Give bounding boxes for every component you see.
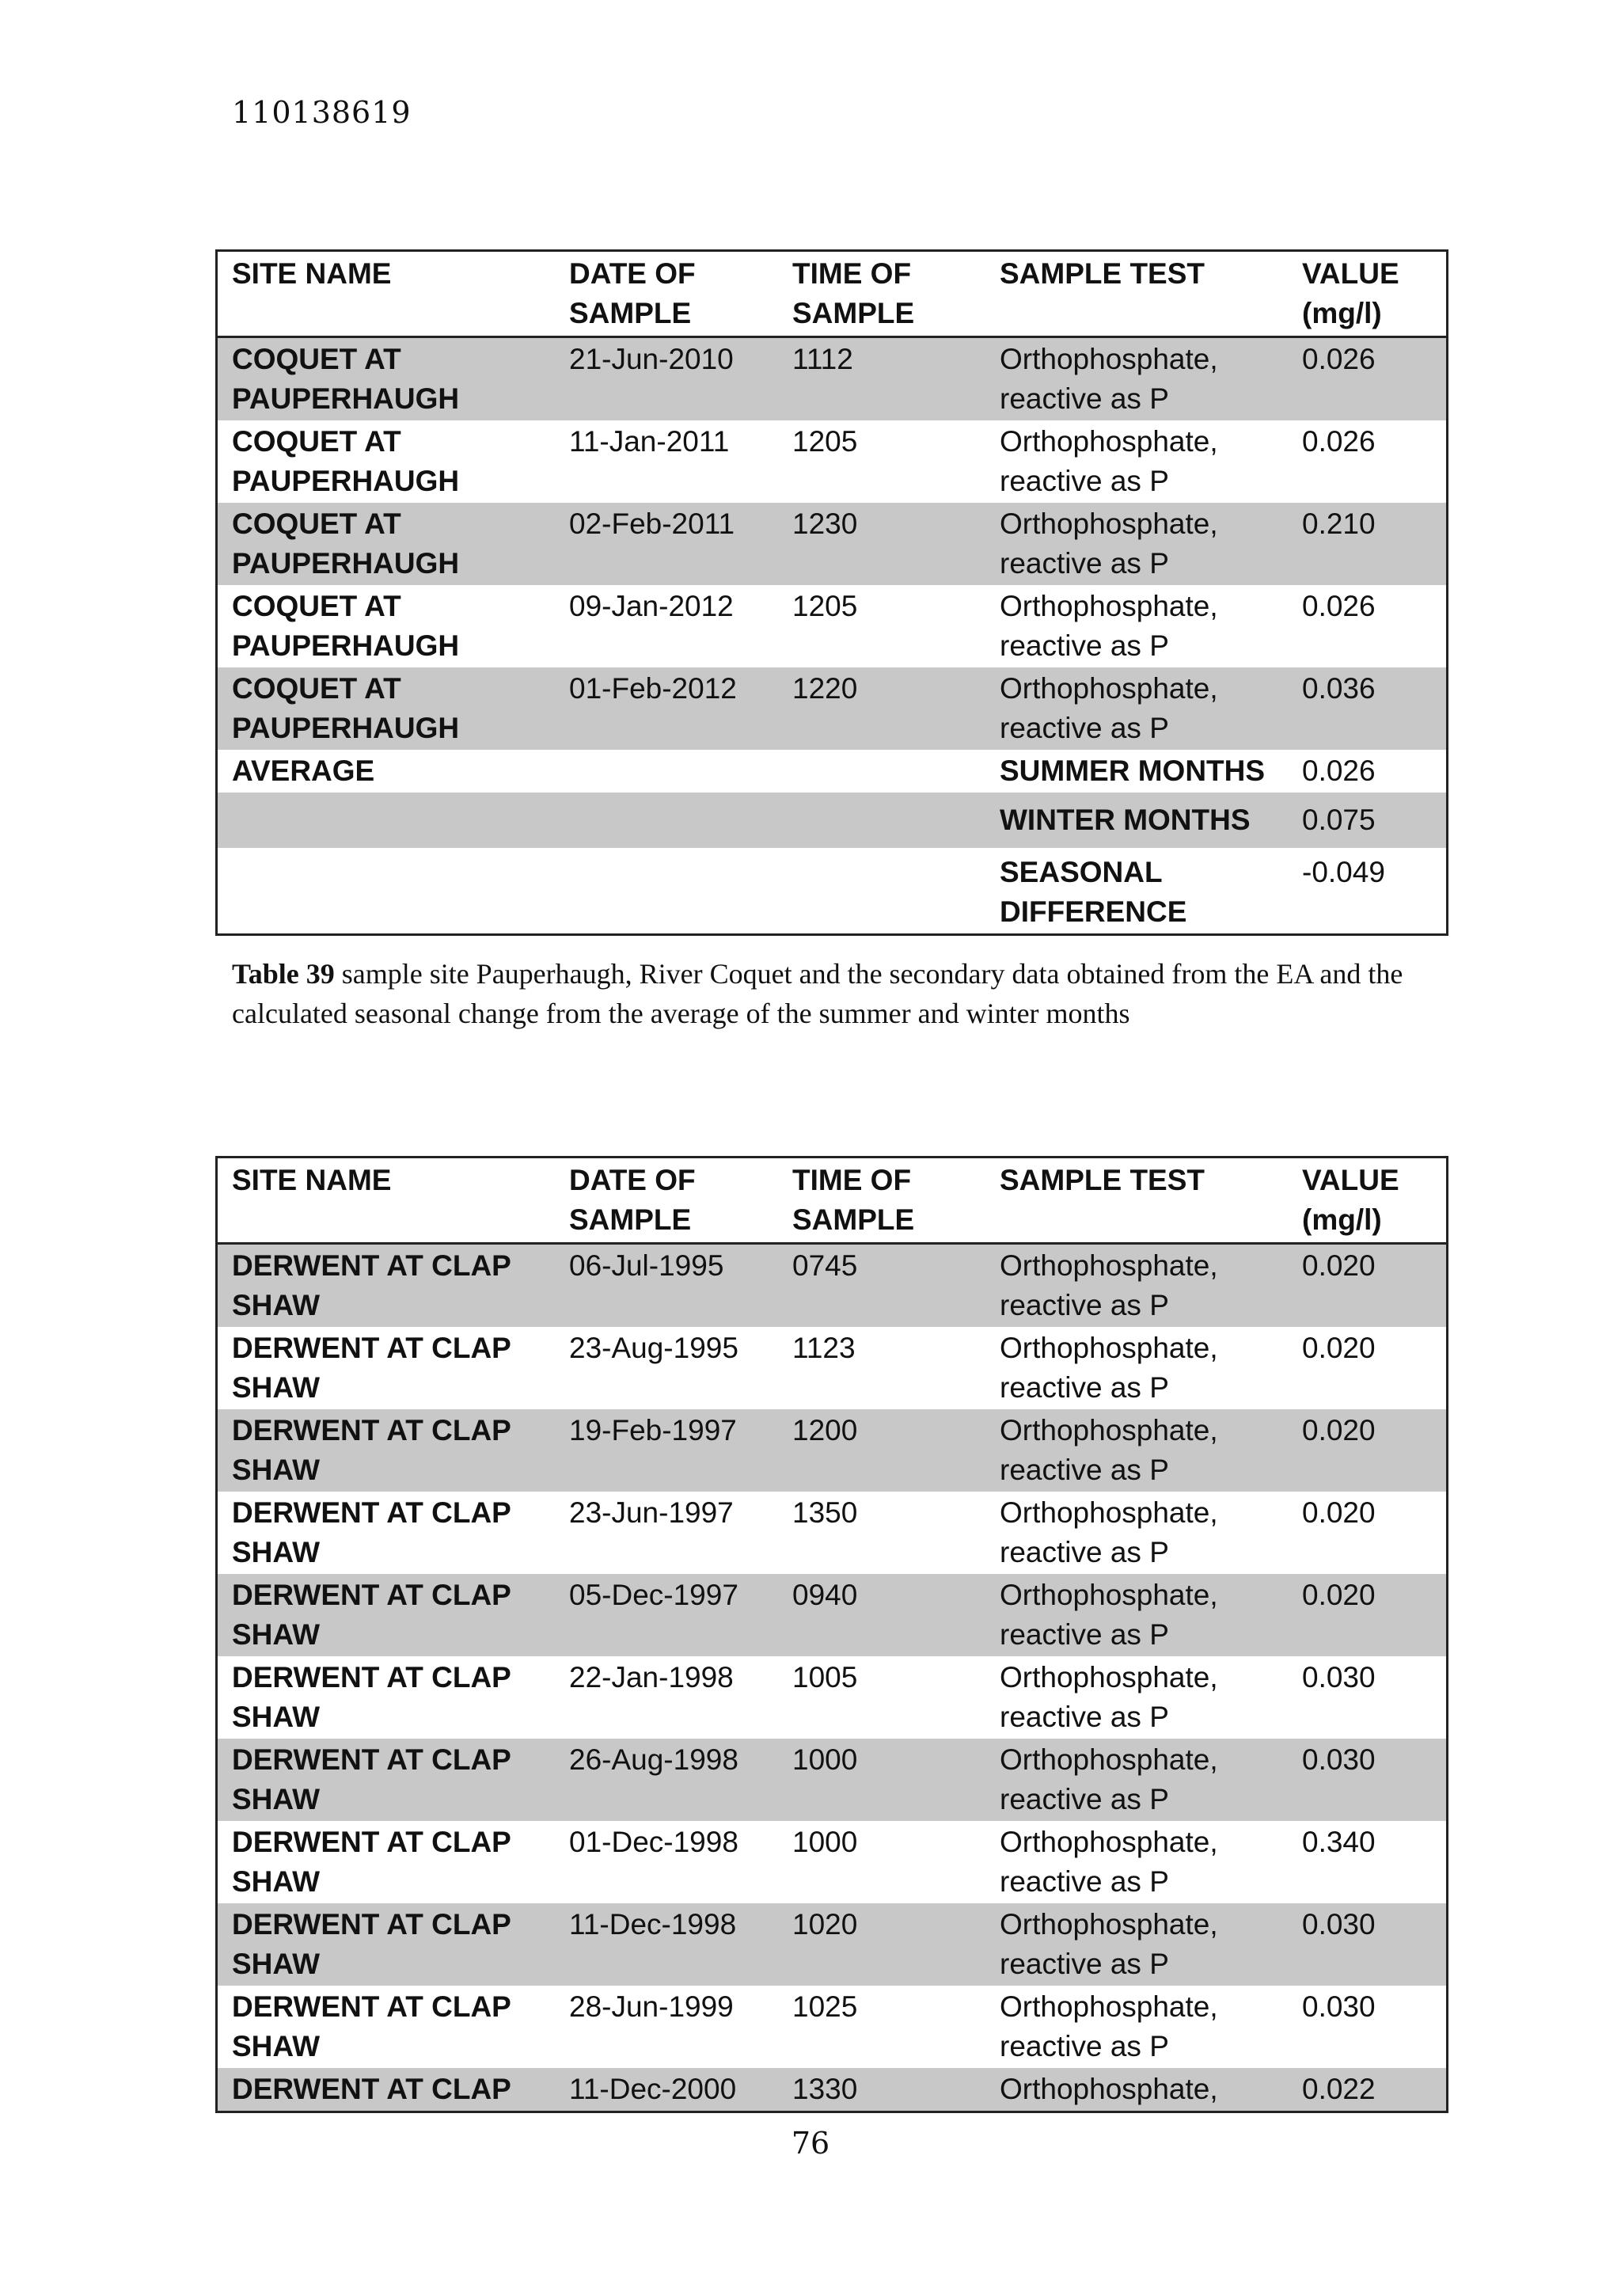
table-row <box>217 1656 1448 1739</box>
cell-time: 1123 <box>792 1332 856 1364</box>
cell-value: 0.026 <box>1302 425 1376 458</box>
cell-test: Orthophosphate, reactive as P <box>1000 1661 1218 1733</box>
cell-test: Orthophosphate, reactive as P <box>985 1574 1288 1656</box>
table-caption <box>232 954 1435 1033</box>
table-row <box>217 667 1448 750</box>
cell-value: 0.340 <box>1302 1826 1376 1858</box>
cell-site: DERWENT AT CLAP SHAW <box>217 1903 556 1986</box>
cell-time: 1020 <box>778 1903 985 1986</box>
cell-date: 02-Feb-2011 <box>555 503 778 585</box>
cell-site: DERWENT AT CLAP SHAW <box>217 1574 556 1656</box>
cell-date: 21-Jun-2010 <box>555 337 778 421</box>
table-header-row <box>217 1158 1448 1244</box>
cell-test: Orthophosphate, reactive as P <box>985 337 1288 421</box>
column-header-value: VALUE (mg/l) <box>1288 1158 1448 1244</box>
table-row <box>217 1986 1448 2068</box>
summary-label: SUMMER MONTHS <box>1000 755 1266 787</box>
table-row <box>217 1492 1448 1574</box>
table-row <box>217 503 1448 585</box>
table-row <box>217 1409 1448 1492</box>
cell-time: 0745 <box>778 1244 985 1328</box>
cell-time: 1330 <box>778 2068 985 2112</box>
column-header-date: DATE OF SAMPLE <box>555 1158 778 1244</box>
cell-value: 0.026 <box>1288 337 1448 421</box>
table-row <box>217 1244 1448 1328</box>
cell-date: 11-Dec-2000 <box>555 2068 778 2112</box>
summary-row-summer <box>217 750 1448 793</box>
cell-date: 19-Feb-1997 <box>555 1409 778 1492</box>
cell-test: Orthophosphate, reactive as P <box>985 1739 1288 1821</box>
cell-site: DERWENT AT CLAP <box>217 2068 556 2112</box>
cell-value: 0.020 <box>1288 1409 1448 1492</box>
cell-value: 0.030 <box>1302 1661 1376 1693</box>
cell-site: DERWENT AT CLAP SHAW <box>232 1990 511 2062</box>
cell-site: DERWENT AT CLAP SHAW <box>232 1661 511 1733</box>
column-header-site: SITE NAME <box>217 1158 556 1244</box>
summary-value: 0.026 <box>1302 755 1376 787</box>
cell-time: 1112 <box>778 337 985 421</box>
cell-test: Orthophosphate, reactive as P <box>985 1244 1288 1328</box>
column-header-time: TIME OF SAMPLE <box>778 251 985 337</box>
cell-site: DERWENT AT CLAP SHAW <box>232 1826 511 1898</box>
average-label: AVERAGE <box>232 755 375 787</box>
column-header-date: DATE OF SAMPLE <box>555 251 778 337</box>
caption-label: Table 39 <box>232 958 335 990</box>
cell-test: Orthophosphate, reactive as P <box>985 503 1288 585</box>
summary-label: SEASONAL DIFFERENCE <box>1000 856 1187 928</box>
cell-site: DERWENT AT CLAP SHAW <box>232 1332 511 1404</box>
table-row <box>217 1739 1448 1821</box>
cell-value: 0.020 <box>1288 1244 1448 1328</box>
cell-time: 1205 <box>792 425 858 458</box>
summary-row-difference <box>217 848 1448 935</box>
cell-value: 0.210 <box>1288 503 1448 585</box>
data-table-coquet <box>215 249 1448 936</box>
data-table-derwent <box>215 1156 1448 2113</box>
column-header-test: SAMPLE TEST <box>985 1158 1288 1244</box>
cell-value: 0.026 <box>1302 590 1376 622</box>
cell-site: DERWENT AT CLAP SHAW <box>217 1244 556 1328</box>
summary-value: -0.049 <box>1302 856 1385 888</box>
cell-value: 0.022 <box>1288 2068 1448 2112</box>
summary-value: 0.075 <box>1288 793 1448 848</box>
cell-date: 09-Jan-2012 <box>569 590 734 622</box>
cell-test: Orthophosphate, reactive as P <box>1000 590 1218 662</box>
cell-test: Orthophosphate, reactive as P <box>1000 1826 1218 1898</box>
cell-date: 05-Dec-1997 <box>555 1574 778 1656</box>
cell-date: 23-Jun-1997 <box>569 1496 734 1529</box>
cell-value: 0.020 <box>1302 1332 1376 1364</box>
cell-value: 0.030 <box>1288 1903 1448 1986</box>
cell-value: 0.020 <box>1288 1574 1448 1656</box>
cell-time: 1025 <box>792 1990 858 2023</box>
cell-date: 11-Dec-1998 <box>555 1903 778 1986</box>
cell-value: 0.030 <box>1288 1739 1448 1821</box>
table-row <box>217 1903 1448 1986</box>
table-row <box>217 585 1448 667</box>
table-header-row <box>217 251 1448 337</box>
cell-test: Orthophosphate, <box>985 2068 1288 2112</box>
table-row <box>217 2068 1448 2112</box>
column-header-value: VALUE (mg/l) <box>1288 251 1448 337</box>
summary-row-winter <box>217 793 1448 848</box>
cell-test: Orthophosphate, reactive as P <box>1000 1990 1218 2062</box>
table-row <box>217 420 1448 503</box>
cell-time: 1005 <box>792 1661 858 1693</box>
cell-site: DERWENT AT CLAP SHAW <box>217 1739 556 1821</box>
cell-test: Orthophosphate, reactive as P <box>985 667 1288 750</box>
cell-date: 01-Dec-1998 <box>569 1826 738 1858</box>
column-header-test: SAMPLE TEST <box>985 251 1288 337</box>
cell-site: DERWENT AT CLAP SHAW <box>217 1409 556 1492</box>
cell-site: COQUET AT PAUPERHAUGH <box>217 667 556 750</box>
cell-value: 0.020 <box>1302 1496 1376 1529</box>
cell-site: DERWENT AT CLAP SHAW <box>232 1496 511 1568</box>
summary-label: WINTER MONTHS <box>985 793 1288 848</box>
cell-test: Orthophosphate, reactive as P <box>1000 1332 1218 1404</box>
cell-time: 1200 <box>778 1409 985 1492</box>
caption-text: sample site Pauperhaugh, River Coquet and the secondary data obtained from the EA and the calculated seasonal change from the average of the summer and winter months <box>232 958 1403 1029</box>
cell-time: 1000 <box>778 1739 985 1821</box>
cell-site: COQUET AT PAUPERHAUGH <box>232 425 460 497</box>
cell-time: 1000 <box>792 1826 858 1858</box>
cell-date: 11-Jan-2011 <box>569 425 730 458</box>
table-row <box>217 337 1448 421</box>
table-row <box>217 1574 1448 1656</box>
cell-time: 1205 <box>792 590 858 622</box>
table-row <box>217 1327 1448 1409</box>
cell-date: 28-Jun-1999 <box>569 1990 734 2023</box>
document-id: 110138619 <box>232 95 412 130</box>
cell-value: 0.030 <box>1302 1990 1376 2023</box>
cell-test: Orthophosphate, reactive as P <box>1000 1496 1218 1568</box>
cell-date: 22-Jan-1998 <box>569 1661 734 1693</box>
page-number: 76 <box>791 2126 830 2161</box>
cell-date: 01-Feb-2012 <box>555 667 778 750</box>
cell-time: 1230 <box>778 503 985 585</box>
table-row <box>217 1821 1448 1903</box>
cell-site: COQUET AT PAUPERHAUGH <box>217 337 556 421</box>
column-header-time: TIME OF SAMPLE <box>778 1158 985 1244</box>
cell-time: 1220 <box>778 667 985 750</box>
cell-site: COQUET AT PAUPERHAUGH <box>217 503 556 585</box>
cell-site: COQUET AT PAUPERHAUGH <box>232 590 460 662</box>
cell-value: 0.036 <box>1288 667 1448 750</box>
cell-test: Orthophosphate, reactive as P <box>985 1903 1288 1986</box>
column-header-site: SITE NAME <box>217 251 556 337</box>
cell-test: Orthophosphate, reactive as P <box>985 1409 1288 1492</box>
cell-date: 23-Aug-1995 <box>569 1332 738 1364</box>
cell-time: 0940 <box>778 1574 985 1656</box>
cell-date: 06-Jul-1995 <box>555 1244 778 1328</box>
cell-date: 26-Aug-1998 <box>555 1739 778 1821</box>
cell-time: 1350 <box>792 1496 858 1529</box>
cell-test: Orthophosphate, reactive as P <box>1000 425 1218 497</box>
